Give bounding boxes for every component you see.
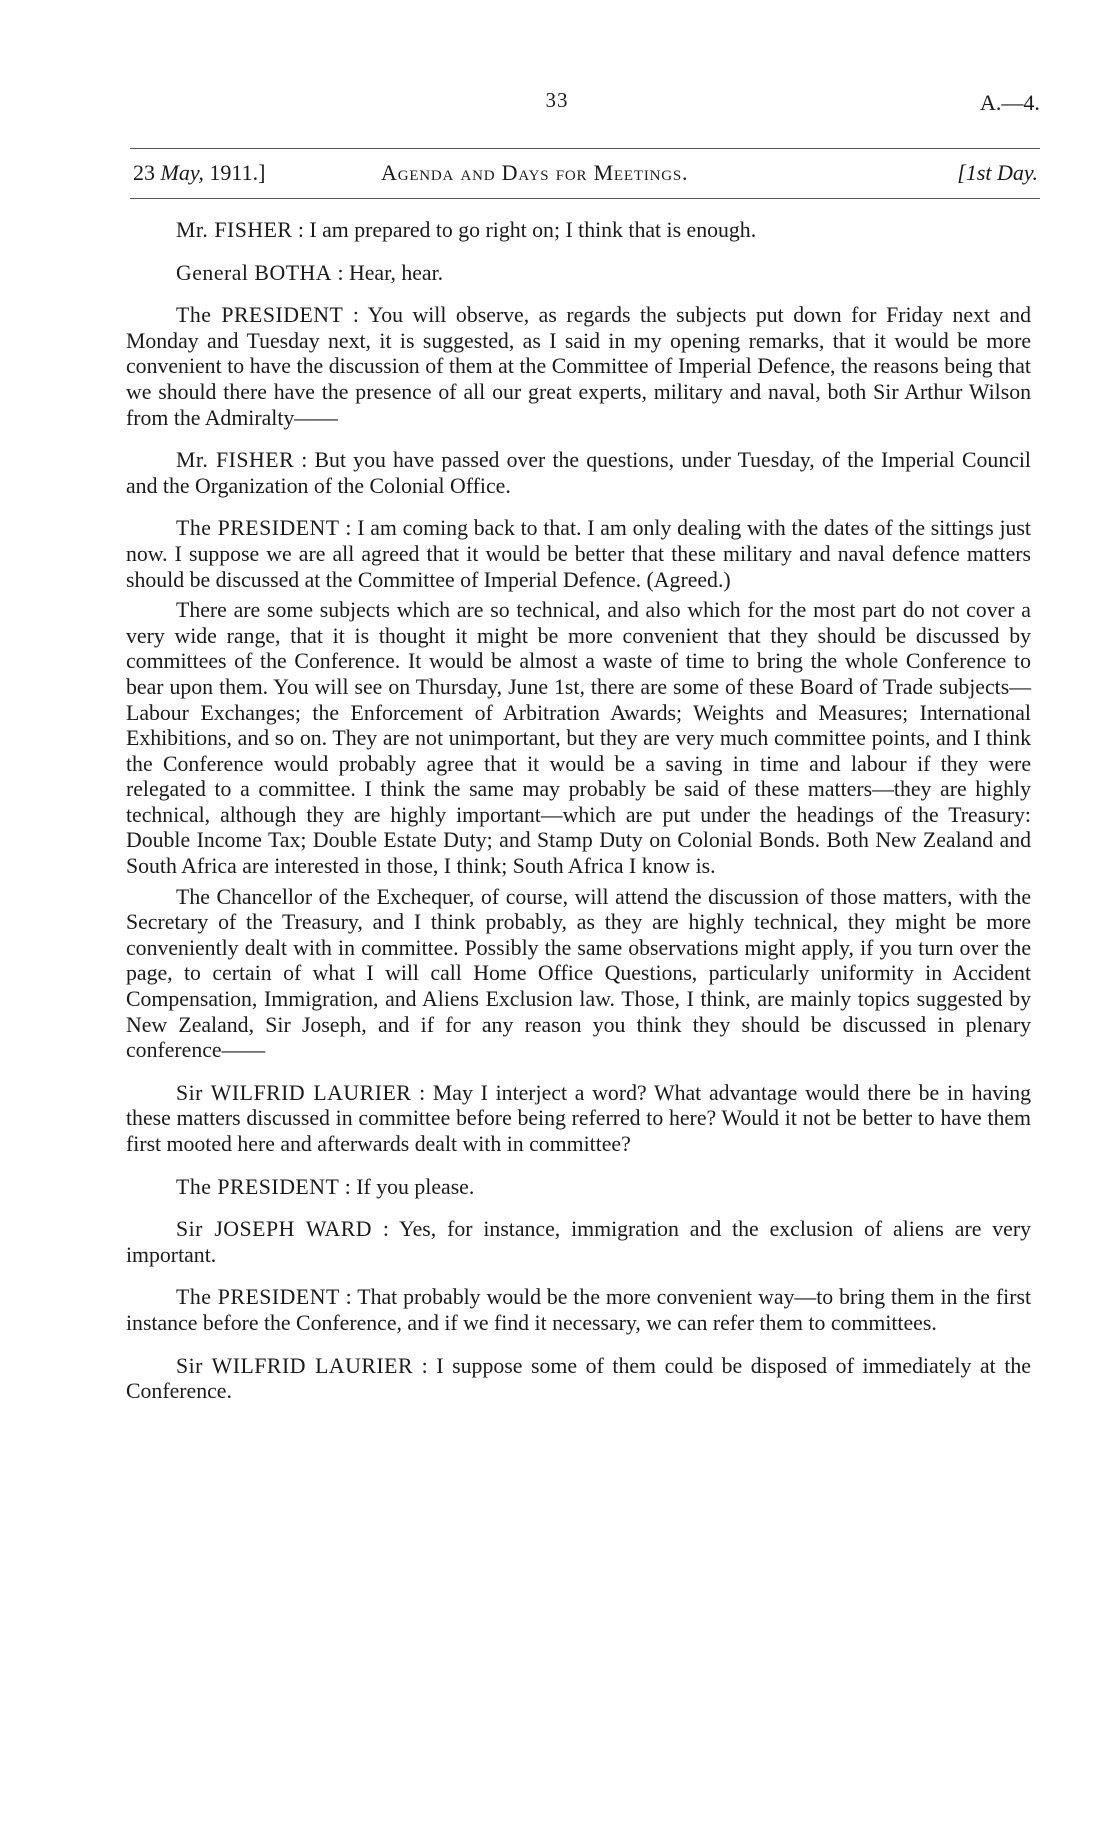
header-rule-top [130,148,1040,149]
paragraph: The PRESIDENT : I am coming back to that. I am only dealing with the dates of the sittings just now. I suppose we are all agreed that it would be better that these military and naval defence matters should be discussed at the Committee of Imperial Defence. (Agreed.) [126,516,1031,592]
paragraph: Sir WILFRID LAURIER : May I interject a word? What advantage would there be in having these matters discussed in committee before being referred to here? Would it not be better to have them first mooted here and afterwards dealt with in committee? [126,1080,1032,1156]
speech-text: I am coming back to that. I am only dealing with the dates of the sittings just now. I suppose we are all agreed that it would be better that these military and naval defence matters should be discussed at the Committee of Imperial Defence. (Agreed.) [126,516,1031,592]
speaker-name: Sir JOSEPH WARD [176,1217,373,1242]
running-head-title: Agenda and Days for Meetings. [381,160,689,185]
date-month: May, [160,160,204,185]
speech-text: Hear, hear. [348,260,444,285]
date-day-number: 23 [133,160,155,185]
speech-text: If you please. [356,1174,475,1199]
paragraph: Mr. FISHER : I am prepared to go right on; I think that is enough. [176,218,757,242]
day-ordinal: [1st [957,160,992,185]
speech-text: But you have passed over the questions, under Tuesday, of the Imperial Council and the Organization of the Colonial Office. [126,448,1031,498]
speaker-name: Sir WILFRID LAURIER [176,1080,412,1105]
speaker-name: The PRESIDENT [176,1174,340,1199]
speaker-name: The PRESIDENT [176,1285,340,1310]
running-head-day [957,160,1038,186]
proceedings-text [126,218,1031,1405]
speaker-name: Sir WILFRID LAURIER [176,1353,414,1378]
paragraph: General BOTHA : Hear, hear. [176,260,444,285]
speech-text: You will observe, as regards the subjects put down for Friday next and Monday and Tuesday next, it is suggested, as I said in my opening remarks, that it would be more convenient to have the discussion of them at the Committee of Imperial Defence, the reasons being that we should there have the presence of all our great experts, military and naval, both Sir Arthur Wilson from the Admiralty—— [126,303,1031,430]
paragraph: Mr. FISHER : But you have passed over the questions, under Tuesday, of the Imperial Council and the Organization of the Colonial Office. [126,448,1031,498]
document-reference: A.—4. [980,90,1040,115]
header-rule-bottom [130,198,1040,199]
speech-text: May I interject a word? What advantage would there be in having these matters discussed in committee before being referred to here? Would it not be better to have them first mooted here and afterwards dealt with in committee? [126,1080,1032,1156]
date-year: 1911.] [209,160,266,185]
speaker-name: Mr. FISHER [176,218,293,242]
running-head [133,160,1038,190]
paragraph [126,598,1031,880]
speech-text: That probably would be the more convenient way—to bring them in the first instance before the Conference, and if we find it necessary, we can refer them to committees. [126,1285,1031,1335]
paragraph: The PRESIDENT : That probably would be the more convenient way—to bring them in the first instance before the Conference, and if we find it necessary, we can refer them to committees. [126,1285,1031,1335]
speech-text: The Chancellor of the Exchequer, of course, will attend the discussion of those matters, with the Secretary of the Treasury, and I think probably, as they are highly technical, they might be more conveniently dealt with in committee. Possibly the same observations might apply, if you turn over the page, to certain of what I will call Home Office Questions, particularly uniformity in Accident Compensation, Immigration, and Aliens Exclusion law. Those, I think, are mainly topics suggested by New Zealand, Sir Joseph, and if for any reason you think they should be discussed in plenary conference—— [126,884,1031,1063]
speech-text: Yes, for instance, immigration and the exclusion of aliens are very important. [126,1217,1031,1267]
speaker-name: Mr. FISHER [176,448,295,473]
speech-text: There are some subjects which are so technical, and also which for the most part do not cover a very wide range, that it is thought it might be more convenient that they should be discussed by committees of the Conference. It would be almost a waste of time to bring the whole Conference to bear upon them. You will see on Thursday, June 1st, there are some of these Board of Trade subjects—Labour Exchanges; the Enforcement of Arbitration Awards; Weights and Measures; International Exhibitions, and so on. They are not unimportant, but they are very much committee points, and I think the Conference would probably agree that it would be a saving in time and labour if they were relegated to a committee. I think the same may probably be said of these matters—they are highly technical, although they are highly important—which are put under the headings of the Treasury: Double Income Tax; Double Estate Duty; and Stamp Duty on Colonial Bonds. Both New Zealand and South Africa are interested in those, I think; South Africa I know is. [126,598,1031,879]
speaker-name: The PRESIDENT [176,303,344,328]
paragraph: The PRESIDENT : You will observe, as regards the subjects put down for Friday next and Monday and Tuesday next, it is suggested, as I said in my opening remarks, that it would be more convenient to have the discussion of them at the Committee of Imperial Defence, the reasons being that we should there have the presence of all our great experts, military and naval, both Sir Arthur Wilson from the Admiralty—— [126,303,1031,430]
speech-text: I suppose some of them could be disposed of immediately at the Conference. [126,1353,1031,1404]
paragraph: Sir WILFRID LAURIER : I suppose some of them could be disposed of immediately at the Conference. [126,1353,1031,1404]
day-word: Day. [997,160,1038,185]
page-number: 33 [545,88,569,112]
speech-text: I am prepared to go right on; I think that is enough. [309,218,757,242]
speaker-name: The PRESIDENT [176,516,340,541]
paragraph: The PRESIDENT : If you please. [176,1174,475,1199]
speaker-name: General BOTHA [176,260,333,285]
running-head-date [133,160,265,186]
paragraph: Sir JOSEPH WARD : Yes, for instance, immigration and the exclusion of aliens are very important. [126,1217,1031,1267]
paragraph [126,885,1031,1064]
